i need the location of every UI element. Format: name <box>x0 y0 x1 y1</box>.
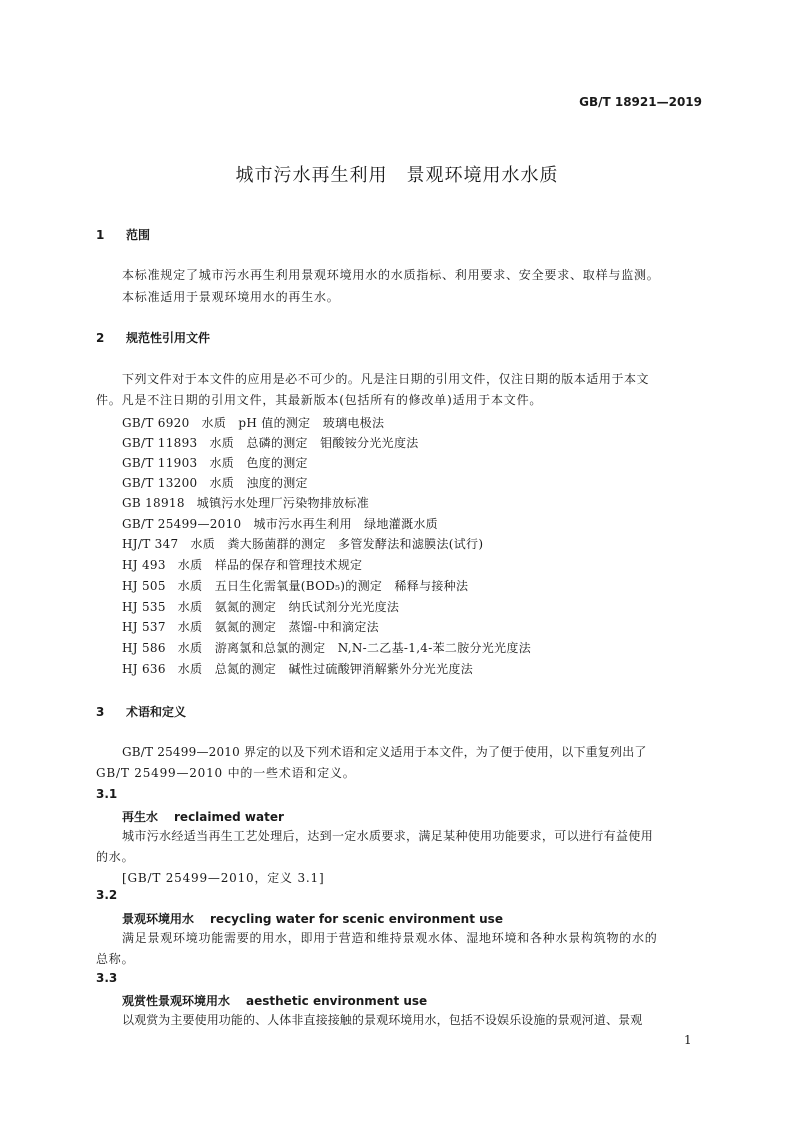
reference-title: 水质 总氮的测定 碱性过硫酸钾消解紫外分光光度法 <box>177 662 473 676</box>
section-number: 3 <box>96 705 105 719</box>
paragraph: 本标准规定了城市污水再生利用景观环境用水的水质指标、利用要求、安全要求、取样与监测。 <box>122 268 660 282</box>
section-number: 1 <box>96 228 105 242</box>
paragraph-line: 件。凡是不注日期的引用文件，其最新版本(包括所有的修改单)适用于本文件。 <box>96 393 543 407</box>
definition-source: [GB/T 25499—2010，定义 3.1] <box>122 871 325 885</box>
reference-item <box>122 414 384 431</box>
page-title: 城市污水再生利用 景观环境用水水质 <box>235 165 559 186</box>
paragraph-line: 下列文件对于本文件的应用是必不可少的。凡是注日期的引用文件，仅注日期的版本适用于本文 <box>122 372 650 386</box>
term-chinese: 再生水 <box>122 810 159 824</box>
reference-item <box>122 660 473 677</box>
reference-code: GB/T 25499—2010 <box>122 517 242 531</box>
reference-title: 水质 pH 值的测定 玻璃电极法 <box>201 416 385 430</box>
reference-title: 水质 粪大肠菌群的测定 多管发酵法和滤膜法(试行) <box>190 537 484 551</box>
definition-line: 城市污水经适当再生工艺处理后，达到一定水质要求，满足某种使用功能要求，可以进行有益使用 <box>122 829 654 843</box>
paragraph-line: GB/T 25499—2010 界定的以及下列术语和定义适用于本文件，为了便于使用，以下重复列出了 <box>122 745 647 759</box>
reference-item <box>122 535 483 552</box>
section-2-heading <box>96 329 210 346</box>
reference-item <box>122 515 438 532</box>
reference-title: 城市污水再生利用 绿地灌溉水质 <box>253 517 438 531</box>
reference-code: GB/T 11893 <box>122 436 198 450</box>
section-title: 规范性引用文件 <box>126 331 211 345</box>
definition-line: 的水。 <box>96 850 135 864</box>
standard-number: GB/T 18921—2019 <box>579 95 702 109</box>
reference-code: HJ/T 347 <box>122 537 179 551</box>
reference-code: HJ 636 <box>122 662 166 676</box>
reference-item <box>122 598 399 615</box>
reference-code: HJ 537 <box>122 620 166 634</box>
reference-item <box>122 618 379 635</box>
reference-item <box>122 494 369 511</box>
reference-title: 水质 样品的保存和管理技术规定 <box>177 558 363 572</box>
term-heading <box>122 992 427 1009</box>
section-3-heading <box>96 703 186 720</box>
term-chinese: 景观环境用水 <box>122 912 195 926</box>
term-heading <box>122 808 284 825</box>
reference-title: 水质 氨氮的测定 纳氏试剂分光光度法 <box>177 600 400 614</box>
reference-title: 水质 总磷的测定 钼酸铵分光光度法 <box>209 436 419 450</box>
page-number: 1 <box>684 1033 692 1047</box>
reference-title: 城镇污水处理厂污染物排放标准 <box>196 496 369 510</box>
definition-line: 以观赏为主要使用功能的、人体非直接接触的景观环境用水，包括不设娱乐设施的景观河道、景观 <box>122 1013 643 1027</box>
reference-title: 水质 色度的测定 <box>209 456 308 470</box>
reference-code: GB/T 13200 <box>122 476 198 490</box>
reference-code: GB 18918 <box>122 496 185 510</box>
term-english: reclaimed water <box>174 810 284 824</box>
definition-line: 满足景观环境功能需要的用水，即用于营造和维持景观水体、湿地环境和各种水景构筑物的水的 <box>122 931 658 945</box>
section-title: 术语和定义 <box>126 705 187 719</box>
reference-item <box>122 556 362 573</box>
reference-item <box>122 434 419 451</box>
reference-code: HJ 493 <box>122 558 166 572</box>
section-1-heading <box>96 226 150 243</box>
term-heading <box>122 910 503 927</box>
paragraph-line: GB/T 25499—2010 中的一些术语和定义。 <box>96 766 356 780</box>
term-english: recycling water for scenic environment use <box>210 912 503 926</box>
reference-code: HJ 586 <box>122 641 166 655</box>
reference-code: HJ 535 <box>122 600 166 614</box>
reference-item <box>122 474 308 491</box>
reference-title: 水质 游离氯和总氯的测定 N,N-二乙基-1,4-苯二胺分光光度法 <box>177 641 531 655</box>
paragraph: 本标准适用于景观环境用水的再生水。 <box>122 290 340 304</box>
term-english: aesthetic environment use <box>246 994 428 1008</box>
reference-item <box>122 639 531 656</box>
section-title: 范围 <box>126 228 151 242</box>
reference-item <box>122 454 308 471</box>
reference-title: 水质 氨氮的测定 蒸馏-中和滴定法 <box>177 620 379 634</box>
clause-number: 3.3 <box>96 971 118 985</box>
reference-code: GB/T 6920 <box>122 416 190 430</box>
reference-title: 水质 浊度的测定 <box>209 476 308 490</box>
reference-title: 水质 五日生化需氧量(BOD₅)的测定 稀释与接种法 <box>177 579 469 593</box>
clause-number: 3.2 <box>96 888 118 902</box>
reference-item <box>122 577 468 594</box>
section-number: 2 <box>96 331 105 345</box>
definition-line: 总称。 <box>96 952 135 966</box>
reference-code: HJ 505 <box>122 579 166 593</box>
reference-code: GB/T 11903 <box>122 456 198 470</box>
term-chinese: 观赏性景观环境用水 <box>122 994 231 1008</box>
clause-number: 3.1 <box>96 787 118 801</box>
